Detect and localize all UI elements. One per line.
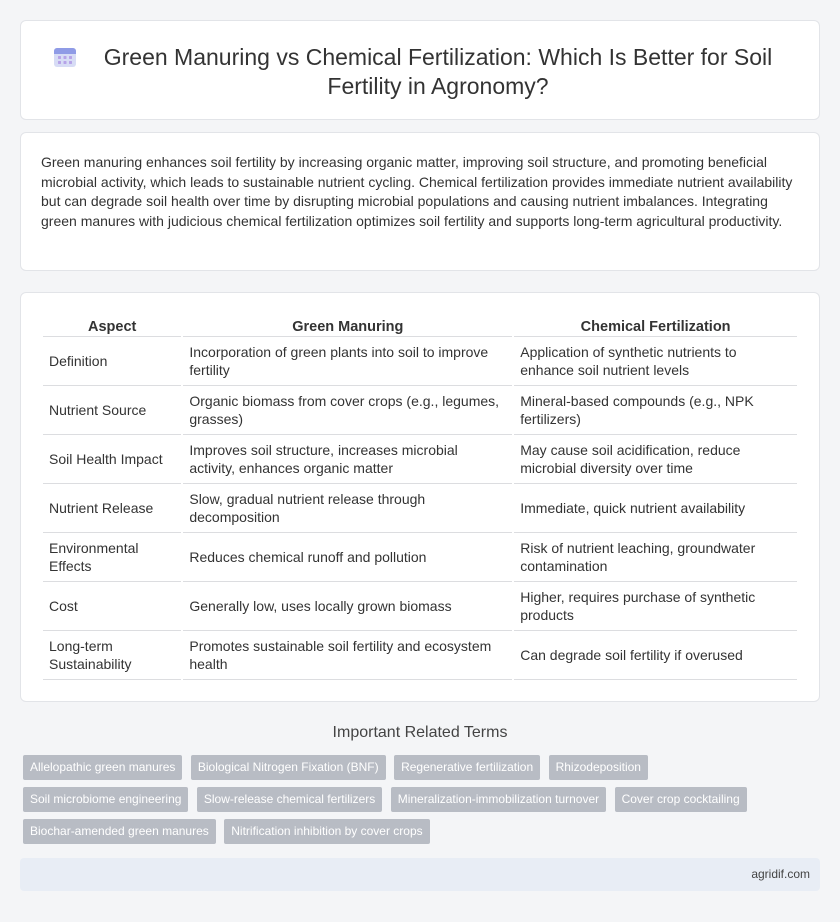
table-cell: Generally low, uses locally grown biomass [183, 582, 512, 631]
footer [20, 858, 820, 891]
tag-row [23, 787, 803, 819]
comparison-table [41, 315, 799, 680]
tag[interactable]: Slow-release chemical fertilizers [197, 787, 382, 812]
tag[interactable]: Biochar-amended green manures [23, 819, 216, 844]
table-header-row [43, 315, 797, 337]
table-cell: Nutrient Source [43, 386, 181, 435]
tag-row [23, 755, 803, 787]
tag[interactable]: Soil microbiome engineering [23, 787, 188, 812]
related-terms-tags [23, 755, 803, 851]
table-cell: Can degrade soil fertility if overused [514, 631, 797, 680]
table-cell: Cost [43, 582, 181, 631]
header-aspect: Aspect [43, 315, 181, 337]
table-cell: Improves soil structure, increases microbial activity, enhances organic matter [183, 435, 512, 484]
summary-text: Green manuring enhances soil fertility by increasing organic matter, improving soil structure, and promoting beneficial microbial activity, which leads to sustainable nutrient cycling. Chemical fertilization provides immediate nutrient availability but can degrade soil health over time by disrupting microbial populations and causing nutrient imbalances. Integrating green manures with judicious chemical fertilization optimizes soil fertility and supports long-term agricultural productivity. [41, 154, 793, 229]
table-cell: Soil Health Impact [43, 435, 181, 484]
table-cell: Slow, gradual nutrient release through decomposition [183, 484, 512, 533]
header-chemical-fertilization: Chemical Fertilization [514, 315, 797, 337]
table-cell: Long-term Sustainability [43, 631, 181, 680]
table-row [43, 435, 797, 484]
table-row [43, 484, 797, 533]
summary-card [20, 132, 820, 271]
table-cell: Reduces chemical runoff and pollution [183, 533, 512, 582]
tag[interactable]: Mineralization-immobilization turnover [391, 787, 606, 812]
table-cell: Immediate, quick nutrient availability [514, 484, 797, 533]
table-cell: Nutrient Release [43, 484, 181, 533]
tag[interactable]: Nitrification inhibition by cover crops [224, 819, 429, 844]
table-row [43, 337, 797, 386]
footer-site-link[interactable]: agridif.com [751, 867, 810, 881]
header-card [20, 20, 820, 120]
table-cell: Incorporation of green plants into soil to improve fertility [183, 337, 512, 386]
table-cell: Organic biomass from cover crops (e.g., legumes, grasses) [183, 386, 512, 435]
table-cell: Application of synthetic nutrients to enhance soil nutrient levels [514, 337, 797, 386]
table-cell: Environmental Effects [43, 533, 181, 582]
page-title: Green Manuring vs Chemical Fertilization: Which Is Better for Soil Fertility in Agronomy? [103, 44, 773, 99]
tag-row [23, 819, 803, 851]
table-cell: Risk of nutrient leaching, groundwater contamination [514, 533, 797, 582]
table-cell: Definition [43, 337, 181, 386]
tag[interactable]: Biological Nitrogen Fixation (BNF) [191, 755, 386, 780]
related-terms-title: Important Related Terms [332, 724, 508, 741]
tag[interactable]: Regenerative fertilization [394, 755, 540, 780]
table-cell: Higher, requires purchase of synthetic products [514, 582, 797, 631]
header-green-manuring: Green Manuring [183, 315, 512, 337]
table-row [43, 631, 797, 680]
tag[interactable]: Allelopathic green manures [23, 755, 182, 780]
table-row [43, 533, 797, 582]
table-row [43, 386, 797, 435]
tag[interactable]: Cover crop cocktailing [615, 787, 747, 812]
table-cell: May cause soil acidification, reduce microbial diversity over time [514, 435, 797, 484]
table-cell: Promotes sustainable soil fertility and ecosystem health [183, 631, 512, 680]
comparison-table-card [20, 292, 820, 702]
table-row [43, 582, 797, 631]
table-cell: Mineral-based compounds (e.g., NPK fertilizers) [514, 386, 797, 435]
tag[interactable]: Rhizodeposition [549, 755, 648, 780]
